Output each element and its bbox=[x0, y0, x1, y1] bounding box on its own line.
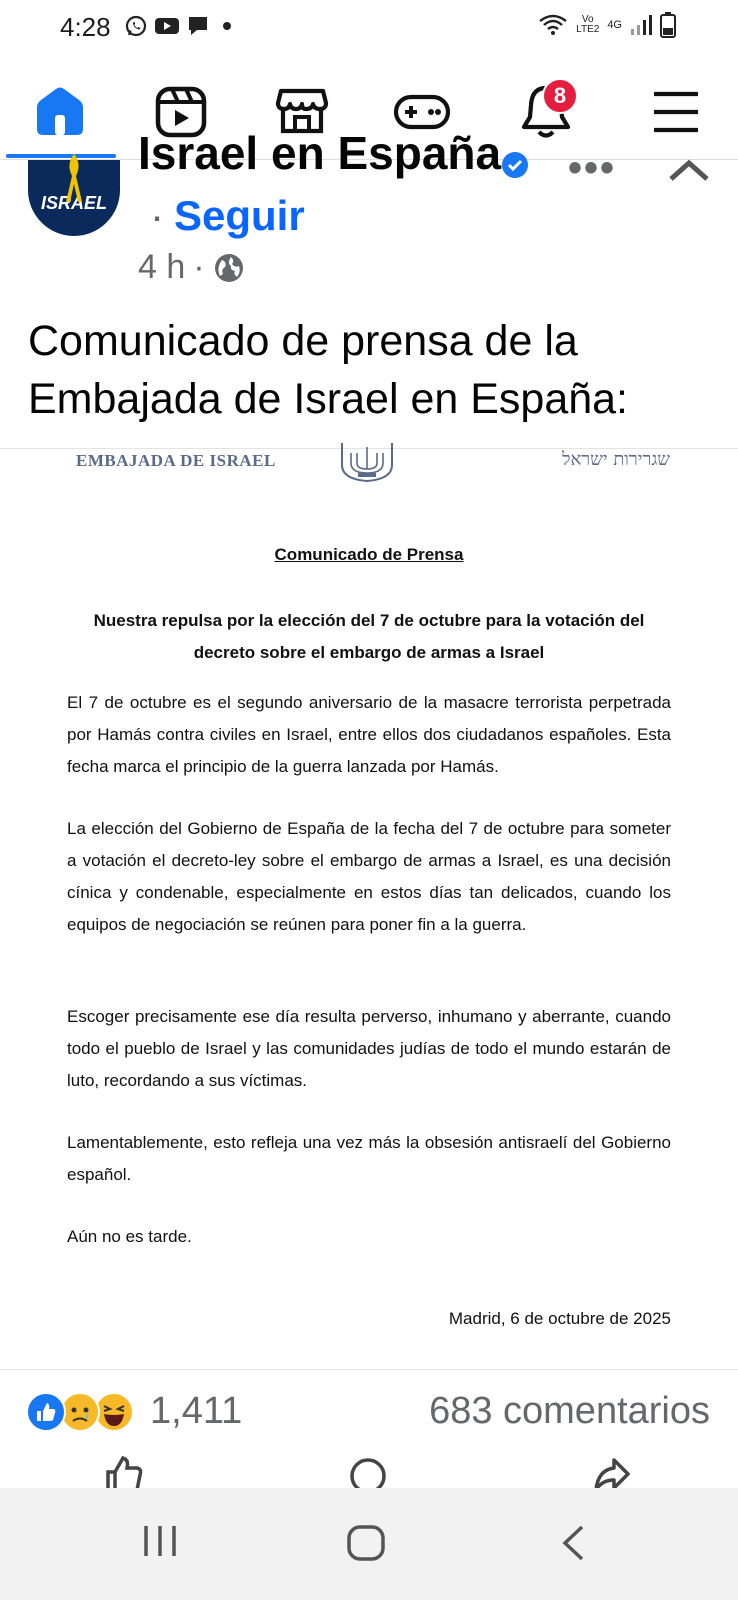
menorah-emblem-icon bbox=[338, 443, 396, 483]
nav-notifications[interactable] bbox=[510, 76, 582, 148]
wifi-icon bbox=[538, 13, 568, 37]
doc-paragraph: Aún no es tarde. bbox=[67, 1227, 192, 1246]
whatsapp-icon bbox=[124, 14, 148, 38]
chevron-up-icon[interactable] bbox=[668, 160, 710, 182]
home-button-icon[interactable] bbox=[346, 1524, 386, 1562]
more-options-icon[interactable]: ••• bbox=[568, 146, 617, 190]
doc-paragraph: El 7 de octubre es el segundo aniversario de la masacre terrorista perpetrada por Hamás contra civiles en Israel, entre ellos dos ciudadanos españoles. Esta fecha marca el principio de la guerra lanzada por Hamás. bbox=[67, 693, 671, 776]
sad-reaction-icon bbox=[60, 1392, 100, 1432]
back-icon[interactable] bbox=[560, 1524, 586, 1562]
home-icon bbox=[33, 85, 87, 139]
signal-icon bbox=[630, 14, 652, 36]
follow-link[interactable]: · Seguir bbox=[150, 192, 305, 239]
recent-apps-icon[interactable] bbox=[142, 1524, 178, 1558]
status-time: 4:28 bbox=[60, 12, 111, 42]
doc-title: Comunicado de Prensa bbox=[274, 545, 464, 564]
doc-paragraph: Lamentablemente, esto refleja una vez más la obsesión antisraelí del Gobierno español. bbox=[67, 1133, 671, 1184]
menu-icon bbox=[651, 90, 701, 134]
doc-signature: Madrid, 6 de octubre de 2025 bbox=[448, 1309, 671, 1328]
verified-badge-icon bbox=[500, 150, 530, 180]
system-navigation-bar bbox=[0, 1488, 738, 1600]
doc-paragraph: La elección del Gobierno de España de la fecha del 7 de octubre para someter a votación el decreto-ley sobre el embargo de armas a Israel, es una decisión cínica y condenable, especialmente en estos días tan delicados, cuando los equipos de negociación se reúnen para poner fin a la guerra. bbox=[67, 819, 671, 934]
doc-paragraph: Escoger precisamente ese día resulta perverso, inhumano y aberrante, cuando todo el pueblo de Israel y las comunidades judías de todo el mundo estarán de luto, recordando a sus víctimas. bbox=[67, 1007, 671, 1090]
messenger-icon bbox=[186, 14, 210, 38]
nav-menu[interactable] bbox=[640, 76, 712, 148]
nav-home[interactable] bbox=[24, 76, 96, 148]
doc-subtitle: Nuestra repulsa por la elección del 7 de octubre para la votación del decreto sobre el embargo de armas a Israel bbox=[93, 611, 645, 662]
reaction-icons[interactable] bbox=[26, 1392, 128, 1432]
post-actions bbox=[0, 1456, 738, 1488]
notifications-badge: 8 bbox=[542, 78, 578, 114]
post-text: Comunicado de prensa de la Embajada de Israel en España: bbox=[28, 317, 629, 423]
post-meta: 4 h · bbox=[138, 248, 245, 287]
doc-header-spanish: EMBAJADA DE ISRAEL bbox=[76, 451, 276, 470]
youtube-icon bbox=[154, 15, 180, 37]
comments-count[interactable]: 683 comentarios bbox=[429, 1390, 710, 1432]
globe-icon bbox=[213, 252, 245, 284]
volte-indicator: Vo LTE2 bbox=[576, 14, 600, 35]
doc-header-hebrew: שגרירות ישראל bbox=[562, 449, 670, 470]
status-system-icons bbox=[538, 12, 676, 38]
battery-icon bbox=[660, 12, 676, 38]
reactions-bar bbox=[0, 1388, 738, 1438]
nav-active-indicator bbox=[6, 154, 116, 158]
status-bar bbox=[0, 0, 738, 56]
haha-reaction-icon bbox=[94, 1392, 134, 1432]
post-header bbox=[0, 127, 738, 308]
avatar-logo-text: ISRAEL bbox=[40, 192, 107, 213]
post-time: 4 h bbox=[138, 248, 186, 286]
status-notification-icons bbox=[124, 14, 234, 38]
network-type: 4G bbox=[607, 18, 622, 31]
dot-icon bbox=[216, 17, 234, 35]
press-release-image[interactable] bbox=[0, 448, 738, 1370]
page-avatar[interactable] bbox=[28, 160, 120, 236]
page-name[interactable]: Israel en España bbox=[138, 127, 502, 179]
like-reaction-icon bbox=[26, 1392, 66, 1432]
yellow-ribbon-icon bbox=[64, 154, 84, 204]
reaction-count[interactable]: 1,411 bbox=[150, 1390, 243, 1432]
